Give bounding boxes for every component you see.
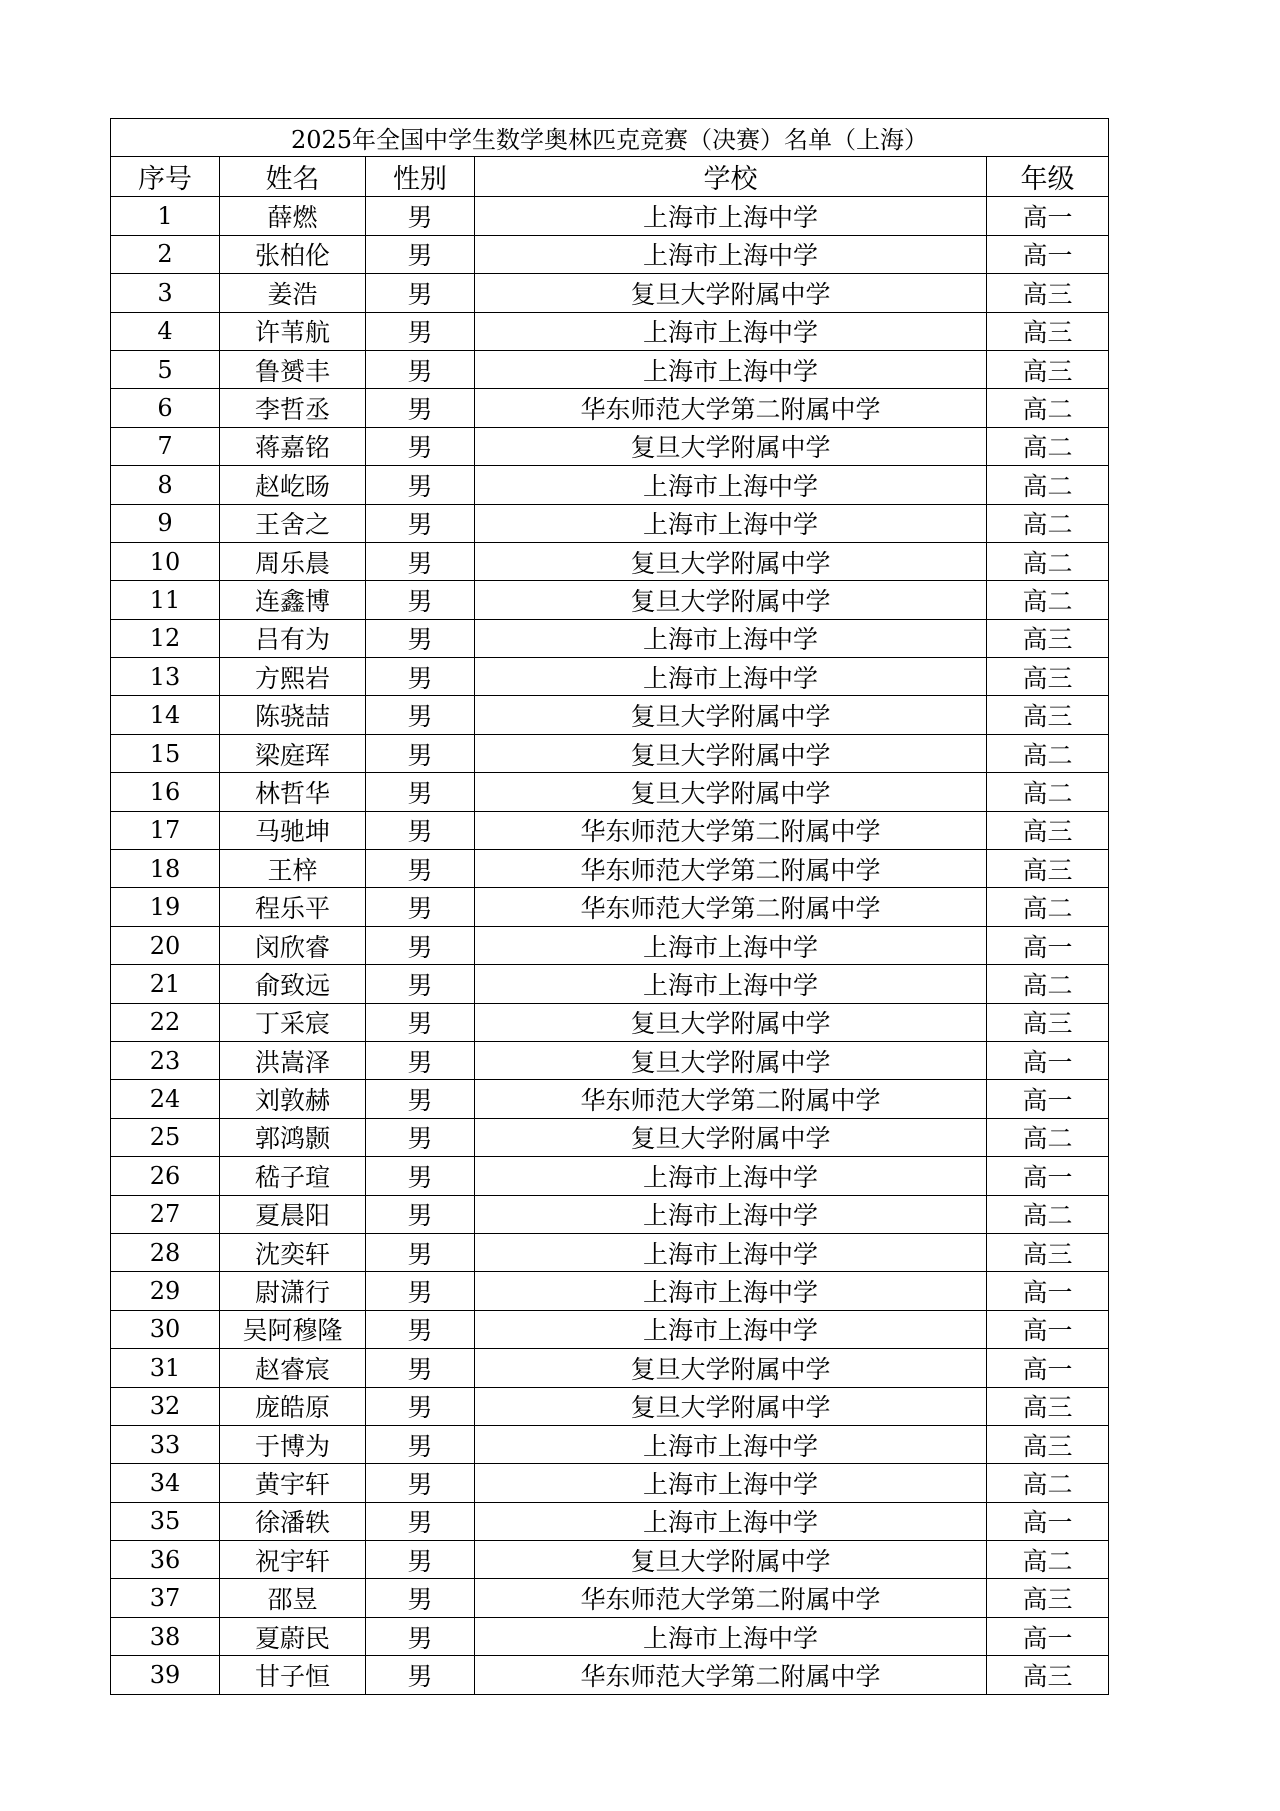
cell-index: 33 [111,1425,220,1463]
cell-grade: 高二 [987,1464,1109,1502]
table-row [111,466,1109,504]
cell-grade: 高一 [987,1041,1109,1079]
cell-gender: 男 [366,1579,475,1617]
cell-name: 周乐晨 [220,542,366,580]
cell-index: 15 [111,734,220,772]
table-row [111,1464,1109,1502]
cell-school: 华东师范大学第二附属中学 [475,888,987,926]
cell-index: 3 [111,274,220,312]
cell-index: 27 [111,1195,220,1233]
cell-name: 吴阿穆隆 [220,1310,366,1348]
cell-gender: 男 [366,1502,475,1540]
cell-gender: 男 [366,965,475,1003]
cell-name: 赵睿宸 [220,1349,366,1387]
cell-name: 王梓 [220,850,366,888]
cell-index: 4 [111,312,220,350]
cell-name: 吕有为 [220,619,366,657]
table-row [111,1118,1109,1156]
cell-grade: 高三 [987,1425,1109,1463]
cell-index: 25 [111,1118,220,1156]
cell-school: 上海市上海中学 [475,926,987,964]
table-row [111,1041,1109,1079]
cell-gender: 男 [366,542,475,580]
cell-index: 9 [111,504,220,542]
cell-gender: 男 [366,1425,475,1463]
table-row [111,926,1109,964]
cell-gender: 男 [366,1233,475,1271]
cell-name: 程乐平 [220,888,366,926]
cell-school: 上海市上海中学 [475,1233,987,1271]
cell-gender: 男 [366,1003,475,1041]
cell-grade: 高三 [987,1233,1109,1271]
cell-school: 上海市上海中学 [475,1464,987,1502]
cell-name: 徐潘轶 [220,1502,366,1540]
cell-school: 上海市上海中学 [475,1502,987,1540]
cell-school: 华东师范大学第二附属中学 [475,1080,987,1118]
cell-school: 复旦大学附属中学 [475,427,987,465]
cell-gender: 男 [366,1118,475,1156]
table-row [111,1080,1109,1118]
table-row [111,1003,1109,1041]
cell-school: 复旦大学附属中学 [475,1003,987,1041]
cell-grade: 高二 [987,734,1109,772]
cell-name: 梁庭珲 [220,734,366,772]
cell-school: 复旦大学附属中学 [475,696,987,734]
cell-grade: 高一 [987,1349,1109,1387]
cell-index: 19 [111,888,220,926]
cell-gender: 男 [366,350,475,388]
cell-index: 28 [111,1233,220,1271]
participant-table [110,118,1109,1695]
cell-school: 上海市上海中学 [475,1272,987,1310]
cell-school: 上海市上海中学 [475,197,987,235]
table-row [111,619,1109,657]
cell-index: 36 [111,1541,220,1579]
cell-index: 39 [111,1656,220,1694]
cell-name: 甘子恒 [220,1656,366,1694]
cell-gender: 男 [366,235,475,273]
cell-school: 上海市上海中学 [475,1195,987,1233]
cell-index: 23 [111,1041,220,1079]
cell-gender: 男 [366,696,475,734]
cell-gender: 男 [366,1310,475,1348]
cell-name: 祝宇轩 [220,1541,366,1579]
cell-name: 姜浩 [220,274,366,312]
cell-name: 赵屹旸 [220,466,366,504]
table-row [111,1541,1109,1579]
table-row [111,811,1109,849]
table-row [111,1310,1109,1348]
table-row [111,965,1109,1003]
cell-name: 马驰坤 [220,811,366,849]
cell-index: 26 [111,1157,220,1195]
table-row [111,734,1109,772]
cell-gender: 男 [366,581,475,619]
table-row [111,1656,1109,1694]
cell-grade: 高三 [987,1003,1109,1041]
cell-grade: 高一 [987,1157,1109,1195]
cell-index: 2 [111,235,220,273]
table-row [111,1157,1109,1195]
cell-name: 郭鸿颢 [220,1118,366,1156]
cell-name: 王舍之 [220,504,366,542]
table-row [111,658,1109,696]
table-row [111,850,1109,888]
cell-name: 连鑫博 [220,581,366,619]
header-row [111,157,1109,197]
cell-school: 复旦大学附属中学 [475,734,987,772]
table-row [111,581,1109,619]
cell-grade: 高三 [987,1579,1109,1617]
cell-name: 薛燃 [220,197,366,235]
cell-gender: 男 [366,197,475,235]
cell-school: 华东师范大学第二附属中学 [475,850,987,888]
cell-gender: 男 [366,1617,475,1655]
cell-gender: 男 [366,1157,475,1195]
cell-index: 22 [111,1003,220,1041]
cell-name: 嵇子瑄 [220,1157,366,1195]
cell-school: 上海市上海中学 [475,1617,987,1655]
cell-gender: 男 [366,1041,475,1079]
table-row [111,1617,1109,1655]
cell-index: 18 [111,850,220,888]
cell-name: 林哲华 [220,773,366,811]
cell-gender: 男 [366,504,475,542]
cell-index: 17 [111,811,220,849]
cell-name: 俞致远 [220,965,366,1003]
cell-grade: 高三 [987,850,1109,888]
cell-index: 12 [111,619,220,657]
cell-name: 黄宇轩 [220,1464,366,1502]
cell-gender: 男 [366,773,475,811]
cell-school: 上海市上海中学 [475,504,987,542]
cell-index: 34 [111,1464,220,1502]
cell-school: 复旦大学附属中学 [475,1387,987,1425]
cell-grade: 高一 [987,1272,1109,1310]
cell-name: 丁采宸 [220,1003,366,1041]
cell-index: 13 [111,658,220,696]
cell-gender: 男 [366,274,475,312]
cell-gender: 男 [366,1080,475,1118]
cell-school: 复旦大学附属中学 [475,773,987,811]
cell-school: 上海市上海中学 [475,466,987,504]
cell-school: 复旦大学附属中学 [475,274,987,312]
cell-index: 8 [111,466,220,504]
table-row [111,1349,1109,1387]
cell-school: 上海市上海中学 [475,619,987,657]
table-body [111,197,1109,1694]
cell-name: 洪嵩泽 [220,1041,366,1079]
table-row [111,427,1109,465]
cell-name: 蒋嘉铭 [220,427,366,465]
cell-grade: 高一 [987,1310,1109,1348]
cell-gender: 男 [366,926,475,964]
cell-school: 复旦大学附属中学 [475,542,987,580]
cell-school: 复旦大学附属中学 [475,1118,987,1156]
cell-index: 32 [111,1387,220,1425]
header-school: 学校 [475,157,987,197]
cell-index: 5 [111,350,220,388]
cell-name: 沈奕轩 [220,1233,366,1271]
table-row [111,1579,1109,1617]
cell-grade: 高二 [987,773,1109,811]
cell-index: 16 [111,773,220,811]
table-row [111,312,1109,350]
cell-index: 21 [111,965,220,1003]
table-row [111,1195,1109,1233]
cell-school: 上海市上海中学 [475,1425,987,1463]
cell-grade: 高三 [987,811,1109,849]
cell-gender: 男 [366,389,475,427]
table-row [111,235,1109,273]
cell-school: 上海市上海中学 [475,658,987,696]
cell-grade: 高三 [987,1387,1109,1425]
cell-grade: 高一 [987,1617,1109,1655]
cell-school: 华东师范大学第二附属中学 [475,389,987,427]
cell-grade: 高二 [987,466,1109,504]
table-row [111,274,1109,312]
cell-name: 闵欣睿 [220,926,366,964]
cell-grade: 高一 [987,1080,1109,1118]
cell-grade: 高二 [987,1541,1109,1579]
cell-school: 复旦大学附属中学 [475,1541,987,1579]
cell-gender: 男 [366,619,475,657]
cell-name: 李哲丞 [220,389,366,427]
cell-index: 6 [111,389,220,427]
table-row [111,1425,1109,1463]
cell-index: 10 [111,542,220,580]
cell-grade: 高三 [987,274,1109,312]
cell-grade: 高三 [987,1656,1109,1694]
cell-gender: 男 [366,1349,475,1387]
table-row [111,888,1109,926]
table-row [111,1387,1109,1425]
cell-grade: 高一 [987,235,1109,273]
table-title: 2025年全国中学生数学奥林匹克竞赛（决赛）名单（上海） [111,119,1109,157]
cell-school: 复旦大学附属中学 [475,581,987,619]
cell-gender: 男 [366,1195,475,1233]
cell-name: 夏晨阳 [220,1195,366,1233]
cell-grade: 高三 [987,696,1109,734]
cell-grade: 高一 [987,197,1109,235]
header-name: 姓名 [220,157,366,197]
cell-name: 刘敦赫 [220,1080,366,1118]
cell-index: 14 [111,696,220,734]
header-gender: 性别 [366,157,475,197]
table-row [111,504,1109,542]
cell-name: 许苇航 [220,312,366,350]
cell-index: 1 [111,197,220,235]
cell-grade: 高二 [987,965,1109,1003]
cell-school: 上海市上海中学 [475,235,987,273]
cell-gender: 男 [366,1272,475,1310]
cell-name: 庞皓原 [220,1387,366,1425]
cell-grade: 高二 [987,581,1109,619]
table-row [111,1502,1109,1540]
table-row [111,1272,1109,1310]
cell-gender: 男 [366,658,475,696]
cell-school: 上海市上海中学 [475,312,987,350]
cell-index: 29 [111,1272,220,1310]
table-row [111,696,1109,734]
cell-name: 方熙岩 [220,658,366,696]
cell-index: 38 [111,1617,220,1655]
cell-grade: 高二 [987,1195,1109,1233]
table-row [111,773,1109,811]
cell-index: 37 [111,1579,220,1617]
cell-grade: 高三 [987,658,1109,696]
cell-grade: 高三 [987,312,1109,350]
cell-grade: 高三 [987,619,1109,657]
cell-name: 张柏伦 [220,235,366,273]
table-row [111,1233,1109,1271]
cell-name: 邵昱 [220,1579,366,1617]
cell-index: 7 [111,427,220,465]
cell-gender: 男 [366,1541,475,1579]
cell-school: 上海市上海中学 [475,1157,987,1195]
cell-school: 上海市上海中学 [475,965,987,1003]
cell-gender: 男 [366,888,475,926]
cell-school: 复旦大学附属中学 [475,1349,987,1387]
cell-school: 华东师范大学第二附属中学 [475,811,987,849]
table-row [111,542,1109,580]
cell-grade: 高二 [987,542,1109,580]
cell-index: 31 [111,1349,220,1387]
cell-grade: 高二 [987,1118,1109,1156]
cell-index: 24 [111,1080,220,1118]
header-index: 序号 [111,157,220,197]
cell-school: 复旦大学附属中学 [475,1041,987,1079]
cell-gender: 男 [366,850,475,888]
cell-school: 华东师范大学第二附属中学 [475,1656,987,1694]
cell-gender: 男 [366,1464,475,1502]
cell-name: 陈骁喆 [220,696,366,734]
cell-grade: 高三 [987,350,1109,388]
cell-name: 于博为 [220,1425,366,1463]
header-grade: 年级 [987,157,1109,197]
cell-grade: 高二 [987,888,1109,926]
cell-index: 20 [111,926,220,964]
cell-school: 上海市上海中学 [475,350,987,388]
cell-gender: 男 [366,1387,475,1425]
cell-gender: 男 [366,734,475,772]
cell-gender: 男 [366,466,475,504]
table-row [111,197,1109,235]
cell-grade: 高二 [987,427,1109,465]
cell-grade: 高二 [987,389,1109,427]
cell-index: 11 [111,581,220,619]
cell-grade: 高二 [987,504,1109,542]
table-row [111,350,1109,388]
cell-gender: 男 [366,312,475,350]
cell-gender: 男 [366,427,475,465]
cell-grade: 高一 [987,926,1109,964]
cell-name: 夏蔚民 [220,1617,366,1655]
cell-school: 华东师范大学第二附属中学 [475,1579,987,1617]
cell-gender: 男 [366,1656,475,1694]
cell-index: 30 [111,1310,220,1348]
cell-gender: 男 [366,811,475,849]
table-row [111,389,1109,427]
cell-name: 鲁赟丰 [220,350,366,388]
cell-name: 尉潇行 [220,1272,366,1310]
cell-grade: 高一 [987,1502,1109,1540]
cell-school: 上海市上海中学 [475,1310,987,1348]
cell-index: 35 [111,1502,220,1540]
